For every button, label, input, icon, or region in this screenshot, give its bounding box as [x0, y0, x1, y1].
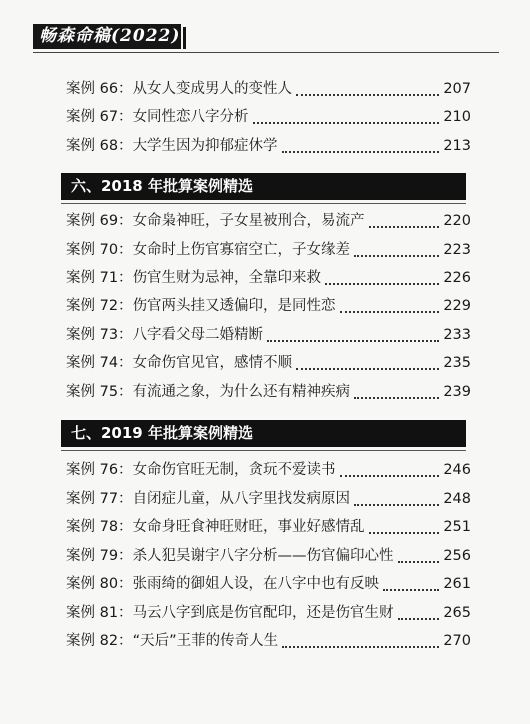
leader-dots: [369, 531, 440, 534]
case-title: 伤官两头挂又透偏印，是同性恋: [132, 298, 336, 314]
page-number: 207: [443, 81, 471, 97]
case-title: 马云八字到底是伤官配印，还是伤官生财: [132, 605, 394, 621]
case-number: 案例 73：: [66, 327, 133, 343]
leader-dots: [383, 588, 439, 591]
case-number: 案例 78：: [66, 519, 133, 535]
toc-entry[interactable]: [66, 514, 471, 538]
leader-dots: [282, 645, 439, 648]
case-title: “天后”王菲的传奇人生: [132, 633, 279, 649]
toc-entry[interactable]: [66, 571, 471, 595]
case-number: 案例 66：: [66, 81, 133, 97]
case-title: 女命伤官见官，感情不顺: [132, 355, 293, 371]
toc-entry[interactable]: [66, 237, 471, 261]
leader-dots: [354, 254, 439, 257]
toc-entry[interactable]: [66, 76, 471, 100]
page-number: 229: [443, 298, 471, 314]
case-title: 女命身旺食神旺财旺，事业好感情乱: [132, 519, 365, 535]
leader-dots: [340, 310, 440, 313]
leader-dots: [340, 474, 440, 477]
page-number: 251: [443, 519, 471, 535]
toc-entry[interactable]: [66, 265, 471, 289]
toc-entry[interactable]: [66, 208, 471, 232]
leader-dots: [354, 396, 439, 399]
case-number: 案例 72：: [66, 298, 133, 314]
leader-dots: [369, 225, 440, 228]
case-number: 案例 82：: [66, 633, 133, 649]
section-heading: 七、2019 年批算案例精选: [61, 420, 466, 447]
page-number: 235: [443, 355, 471, 371]
leader-dots: [398, 617, 440, 620]
case-number: 案例 70：: [66, 242, 133, 258]
case-title: 张雨绮的御姐人设，在八字中也有反映: [132, 576, 380, 592]
toc-entry[interactable]: [66, 457, 471, 481]
leader-dots: [398, 560, 440, 563]
case-title: 女命时上伤官寡宿空亡，子女缘差: [132, 242, 351, 258]
page-number: 248: [443, 491, 471, 507]
toc-entry[interactable]: [66, 379, 471, 403]
page-number: 220: [443, 213, 471, 229]
page-number: 210: [443, 109, 471, 125]
case-title: 女命伤官旺无制，贪玩不爱读书: [132, 462, 336, 478]
case-number: 案例 77：: [66, 491, 133, 507]
section-heading: 六、2018 年批算案例精选: [61, 173, 466, 200]
toc-entry[interactable]: [66, 133, 471, 157]
case-number: 案例 75：: [66, 384, 133, 400]
page-number: 270: [443, 633, 471, 649]
case-title: 有流通之象，为什么还有精神疾病: [132, 384, 351, 400]
leader-dots: [296, 367, 439, 370]
running-header: [33, 18, 499, 53]
case-number: 案例 68：: [66, 138, 133, 154]
case-number: 案例 76：: [66, 462, 133, 478]
leader-dots: [282, 150, 440, 153]
case-title: 从女人变成男人的变性人: [132, 81, 293, 97]
page-number: 256: [443, 548, 471, 564]
case-title: 女同性恋八字分析: [132, 109, 249, 125]
toc-entry[interactable]: [66, 322, 471, 346]
case-title: 大学生因为抑郁症休学: [132, 138, 278, 154]
case-number: 案例 80：: [66, 576, 133, 592]
case-number: 案例 67：: [66, 109, 133, 125]
page-number: 213: [443, 138, 471, 154]
case-title: 杀人犯吴谢宇八字分析——伤官偏印心性: [132, 548, 394, 564]
page-number: 223: [443, 242, 471, 258]
page-number: 239: [443, 384, 471, 400]
case-title: 自闭症儿童，从八字里找发病原因: [132, 491, 351, 507]
case-number: 案例 69：: [66, 213, 133, 229]
page-number: 246: [443, 462, 471, 478]
book-title-tab: 畅森命稿(2022): [33, 24, 181, 49]
toc-entry[interactable]: [66, 628, 471, 652]
case-title: 伤官生财为忌神，全靠印来救: [132, 270, 322, 286]
case-number: 案例 79：: [66, 548, 133, 564]
toc-entry[interactable]: [66, 543, 471, 567]
page-number: 233: [443, 327, 471, 343]
leader-dots: [296, 93, 439, 96]
toc-entry[interactable]: [66, 486, 471, 510]
leader-dots: [354, 503, 439, 506]
leader-dots: [267, 339, 439, 342]
toc-entry[interactable]: [66, 600, 471, 624]
page-number: 261: [443, 576, 471, 592]
leader-dots: [253, 121, 440, 124]
toc-entry[interactable]: [66, 104, 471, 128]
leader-dots: [325, 282, 439, 285]
case-number: 案例 74：: [66, 355, 133, 371]
case-number: 案例 81：: [66, 605, 133, 621]
case-title: 八字看父母二婚精断: [132, 327, 264, 343]
case-title: 女命枭神旺，子女星被刑合，易流产: [132, 213, 365, 229]
toc-entry[interactable]: [66, 293, 471, 317]
toc-entry[interactable]: [66, 350, 471, 374]
case-number: 案例 71：: [66, 270, 133, 286]
page-number: 265: [443, 605, 471, 621]
page-number: 226: [443, 270, 471, 286]
